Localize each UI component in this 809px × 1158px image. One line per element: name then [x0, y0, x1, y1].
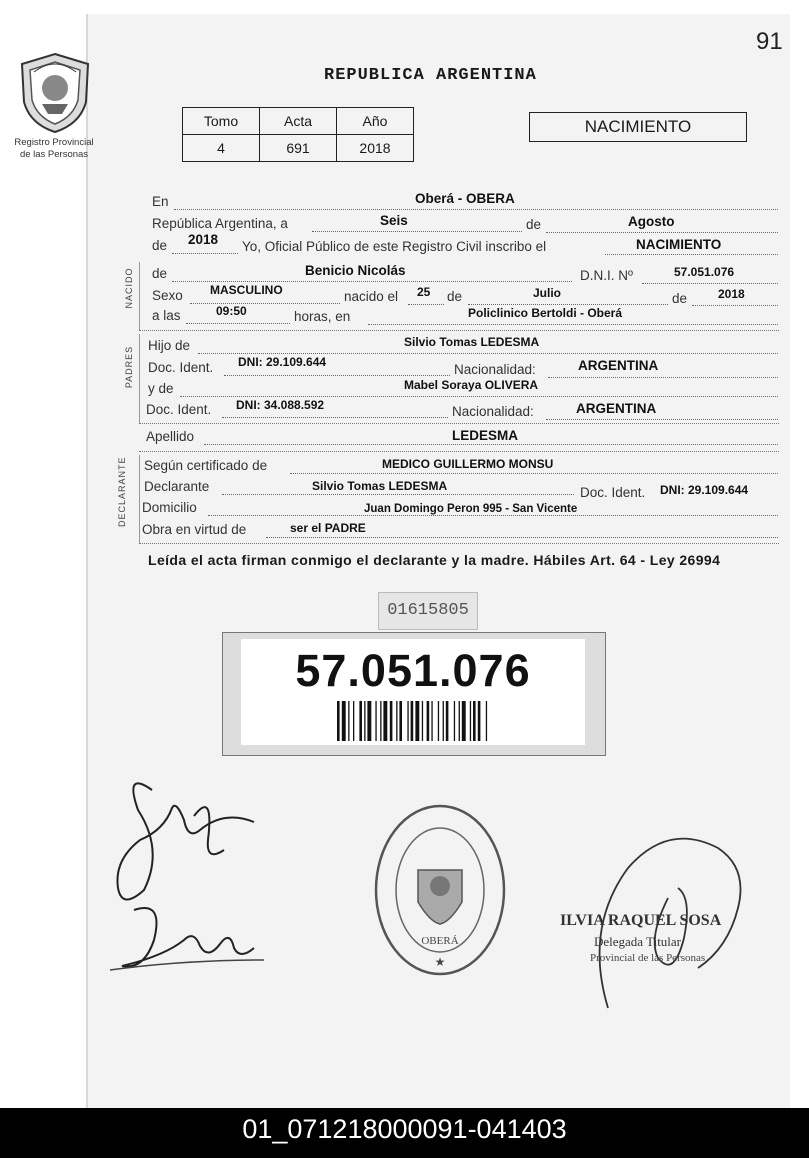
madre-nac-value: ARGENTINA: [576, 401, 657, 416]
madre-nac-label: Nacionalidad:: [452, 404, 534, 419]
barcode-bar: [446, 701, 449, 741]
barcode-bar: [390, 701, 393, 741]
divider-4: [139, 543, 779, 544]
nacido-de-label: de: [152, 266, 168, 281]
barcode-bar: [462, 701, 466, 741]
legal-note: Leída el acta firman conmigo el declarante y la madre. Hábiles Art. 64 - Ley 26994: [148, 552, 721, 568]
divider-2: [139, 423, 779, 424]
en-value: Oberá - OBERA: [415, 191, 515, 206]
col-header-anio: Año: [337, 108, 414, 135]
segun-value: MEDICO GUILLERMO MONSU: [382, 457, 554, 471]
madre-value: Mabel Soraya OLIVERA: [404, 378, 539, 392]
en-label: En: [152, 194, 169, 209]
dni-sticker: [222, 632, 606, 756]
obra-label: Obra en virtud de: [142, 522, 247, 537]
anio-value: 2018: [337, 135, 414, 162]
official-seal: [370, 800, 510, 980]
day-value: Seis: [380, 213, 408, 228]
official-name: ILVIA RAQUEL SOSA: [560, 912, 722, 929]
apellido-label: Apellido: [146, 429, 195, 444]
barcode-bar: [348, 701, 349, 741]
anio-nac-value: 2018: [718, 287, 745, 301]
barcode-bar: [359, 701, 362, 741]
declarante-signature: [104, 770, 274, 980]
padre-value: Silvio Tomas LEDESMA: [404, 335, 540, 349]
declarante-doc-value: DNI: 29.109.644: [660, 483, 749, 497]
barcode-bar: [380, 701, 381, 741]
y-de-label: y de: [148, 381, 174, 396]
madre-doc-label: Doc. Ident.: [146, 402, 212, 417]
barcode-bar: [443, 701, 444, 741]
document-title: REPUBLICA ARGENTINA: [324, 66, 537, 85]
segun-label: Según certificado de: [144, 458, 268, 473]
divider-1: [139, 330, 779, 331]
nombre-value: Benicio Nicolás: [305, 263, 406, 278]
sexo-label: Sexo: [152, 288, 183, 303]
svg-text:★: ★: [434, 955, 446, 969]
barcode-bar: [367, 701, 371, 741]
year-value: 2018: [188, 232, 219, 247]
barcode-bar: [478, 701, 481, 741]
declarante-label: Declarante: [144, 479, 210, 494]
inscribo-label: Yo, Oficial Público de este Registro Civil inscribo el: [242, 239, 547, 254]
official-role: Delegada Titular: [594, 934, 682, 949]
padre-doc-value: DNI: 29.109.644: [238, 355, 327, 369]
dni-label: D.N.I. Nº: [580, 268, 633, 283]
barcode-bar: [438, 701, 439, 741]
hora-value: 09:50: [216, 304, 247, 318]
padres-side-label: PADRES: [124, 345, 134, 389]
horas-en-label: horas, en: [294, 309, 351, 324]
barcode-bar: [342, 701, 346, 741]
issuer-name: [6, 137, 102, 161]
divider-3: [139, 451, 779, 452]
barcode-bar: [411, 701, 414, 741]
declarante-value: Silvio Tomas LEDESMA: [312, 479, 448, 493]
de-mes-label: de: [447, 289, 463, 304]
serial-number: 01615805: [378, 592, 478, 630]
barcode-bar: [337, 701, 340, 741]
barcode-bar: [459, 701, 460, 741]
madre-doc-value: DNI: 34.088.592: [236, 398, 325, 412]
tomo-value: 4: [183, 135, 260, 162]
barcode-bar: [407, 701, 408, 741]
day-line: [312, 217, 522, 232]
barcode: [337, 701, 551, 741]
domicilio-label: Domicilio: [142, 500, 197, 515]
de-label: de: [526, 217, 542, 232]
province-logo: [18, 52, 92, 134]
declarante-doc-label: Doc. Ident.: [580, 485, 646, 500]
padre-nac-value: ARGENTINA: [578, 358, 659, 373]
declarante-side-label: DECLARANTE: [117, 456, 127, 527]
lugar-value: Policlinico Bertoldi - Oberá: [468, 306, 623, 320]
padre-doc-label: Doc. Ident.: [148, 360, 214, 375]
domicilio-value: Juan Domingo Peron 995 - San Vicente: [364, 503, 578, 515]
barcode-bar: [454, 701, 455, 741]
issuer-name-line1: Registro Provincial: [14, 137, 94, 148]
dia-nac-value: 25: [417, 285, 431, 299]
de-year-label: de: [152, 238, 168, 253]
record-type-box: NACIMIENTO: [529, 112, 747, 142]
barcode-bar: [422, 701, 423, 741]
official-org: Provincial de las Personas: [590, 952, 706, 964]
col-header-acta: Acta: [260, 108, 337, 135]
republica-label: República Argentina, a: [152, 216, 288, 231]
tomo-acta-table: [182, 107, 414, 162]
barcode-bar: [473, 701, 476, 741]
month-value: Agosto: [628, 214, 675, 229]
page-number: 91: [756, 28, 783, 55]
apellido-value: LEDESMA: [452, 428, 519, 443]
barcode-bar: [383, 701, 387, 741]
barcode-bar: [396, 701, 397, 741]
seal-city: OBERÁ: [421, 935, 459, 947]
sexo-value: MASCULINO: [210, 283, 283, 297]
dni-sticker-inner: [241, 639, 585, 745]
footer-code: 01_071218000091-041403: [0, 1108, 809, 1158]
col-header-tomo: Tomo: [183, 108, 260, 135]
barcode-bar: [375, 701, 376, 741]
barcode-bar: [364, 701, 365, 741]
declarante-divider: [139, 455, 140, 543]
nacido-side-label: NACIDO: [124, 267, 134, 309]
barcode-bar: [415, 701, 419, 741]
padre-nac-label: Nacionalidad:: [454, 362, 536, 377]
barcode-bar: [427, 701, 430, 741]
nacido-el-label: nacido el: [344, 289, 399, 304]
hijo-de-label: Hijo de: [148, 338, 191, 353]
nacido-divider: [139, 262, 140, 330]
barcode-bar: [470, 701, 471, 741]
padres-divider: [139, 334, 140, 424]
barcode-bar: [486, 701, 487, 741]
dni-value: 57.051.076: [674, 265, 735, 279]
barcode-bar: [399, 701, 402, 741]
inscribo-value: NACIMIENTO: [636, 237, 722, 252]
mes-line: [468, 290, 668, 305]
barcode-bar: [431, 701, 432, 741]
de-anio-label: de: [672, 291, 688, 306]
acta-value: 691: [260, 135, 337, 162]
obra-value: ser el PADRE: [290, 521, 366, 535]
mes-nac-value: Julio: [533, 286, 562, 300]
dni-sticker-number: 57.051.076: [295, 645, 531, 696]
issuer-name-line2: de las Personas: [19, 149, 89, 160]
a-las-label: a las: [152, 308, 181, 323]
barcode-bar: [353, 701, 354, 741]
